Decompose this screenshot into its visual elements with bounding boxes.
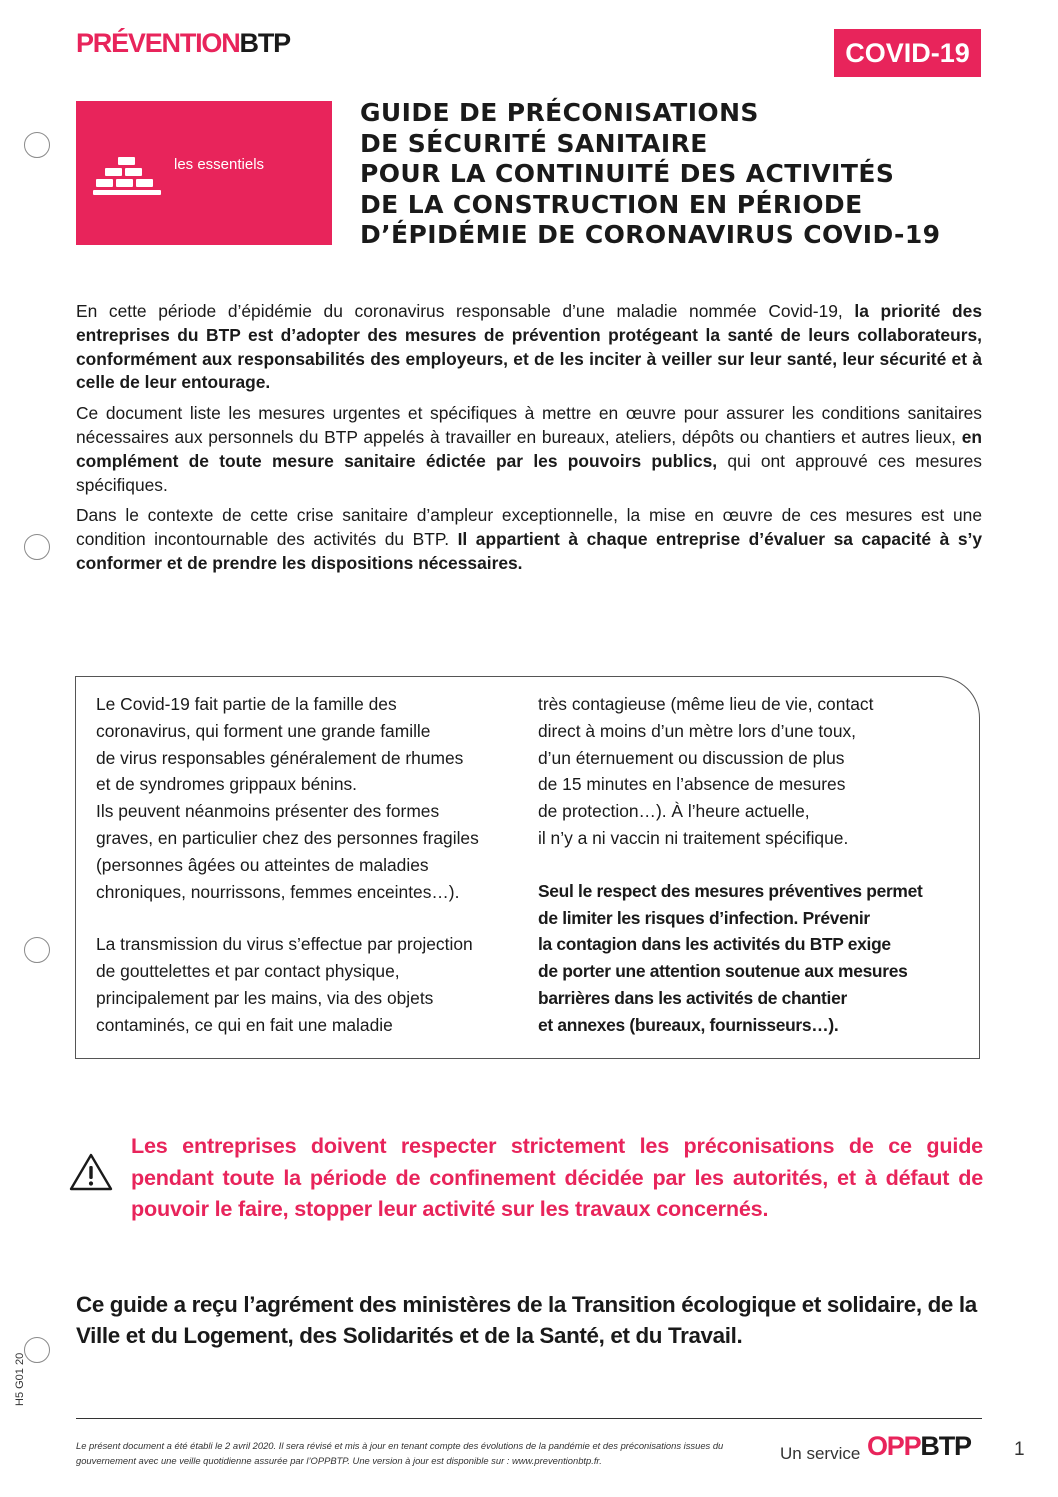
binder-hole xyxy=(24,534,50,560)
oppbtp-logo-part2: BTP xyxy=(920,1431,971,1461)
title-line: GUIDE DE PRÉCONISATIONS xyxy=(360,98,759,127)
intro-p1-text: En cette période d’épidémie du coronavirus responsable d’une maladie nommée Covid-19, xyxy=(76,301,855,321)
binder-hole xyxy=(24,1337,50,1363)
intro-p3-text: Dans le contexte de cette crise sanitaire d’ampleur exceptionnelle, la mise en œuvre de ces mesures est une condition incontournable des activités du BTP. xyxy=(76,505,982,550)
logo-part-prevention: PRÉVENTION xyxy=(76,28,240,58)
info-line: de protection…). À l’heure actuelle, xyxy=(538,801,810,822)
info-line: de 15 minutes en l’absence de mesures xyxy=(538,774,846,795)
logo-part-btp: BTP xyxy=(239,28,290,58)
info-bold-line: et annexes (bureaux, fournisseurs…). xyxy=(538,1014,839,1035)
info-line: (personnes âgées ou atteintes de maladies xyxy=(96,854,429,875)
info-bold-line: Seul le respect des mesures préventives permet xyxy=(538,880,923,901)
document-reference: H5 G01 20 xyxy=(14,1352,26,1406)
guide-title xyxy=(360,98,940,251)
covid-info-box xyxy=(75,676,980,1059)
info-line: coronavirus, qui forment une grande famille xyxy=(96,720,431,741)
oppbtp-logo xyxy=(867,1433,971,1460)
intro-p2-text-end: qui ont approuvé ces mesures spécifiques. xyxy=(76,450,982,495)
info-line: principalement par les mains, via des objets xyxy=(96,987,434,1008)
bricks-icon xyxy=(90,154,162,198)
info-line: de gouttelettes et par contact physique, xyxy=(96,961,400,982)
info-line: Le Covid-19 fait partie de la famille des xyxy=(96,694,397,714)
info-line: La transmission du virus s’effectue par projection xyxy=(96,934,473,955)
warning-text: Les entreprises doivent respecter strictement les préconisations de ce guide pendant toute la période de confinement décidée par les autorités, et à défaut de pouvoir le faire, stopper leur activité sur les travaux concernés. xyxy=(131,1133,983,1221)
intro-paragraph xyxy=(76,300,982,395)
info-bold-line: de porter une attention soutenue aux mesures xyxy=(538,961,908,982)
footer-divider xyxy=(76,1418,982,1419)
title-line: D’ÉPIDÉMIE DE CORONAVIRUS COVID-19 xyxy=(360,220,941,249)
info-bold-line: la contagion dans les activités du BTP exige xyxy=(538,934,891,955)
info-line: et de syndromes grippaux bénins. xyxy=(96,774,358,795)
page-number: 1 xyxy=(1014,1439,1025,1460)
info-line: direct à moins d’un mètre lors d’une toux, xyxy=(538,720,857,741)
binder-hole xyxy=(24,132,50,158)
title-line: DE SÉCURITÉ SANITAIRE xyxy=(360,128,708,158)
info-column-left xyxy=(96,691,536,1039)
info-line: il n’y a ni vaccin ni traitement spécifique. xyxy=(538,827,849,848)
info-line: Ils peuvent néanmoins présenter des formes xyxy=(96,801,440,822)
preventionbtp-logo xyxy=(76,30,290,57)
essentials-box xyxy=(76,101,332,245)
binder-hole xyxy=(24,937,50,963)
info-line: chroniques, nourrissons, femmes enceintes…). xyxy=(96,881,460,902)
title-line: DE LA CONSTRUCTION EN PÉRIODE xyxy=(360,189,863,219)
intro-paragraph xyxy=(76,402,982,497)
warning-icon xyxy=(68,1152,114,1192)
info-line: graves, en particulier chez des personnes fragiles xyxy=(96,827,479,848)
intro-text xyxy=(76,300,982,583)
info-line: contaminés, ce qui en fait une maladie xyxy=(96,1014,393,1035)
service-label: Un service xyxy=(780,1444,861,1463)
intro-paragraph xyxy=(76,504,982,575)
footer-note: Le présent document a été établi le 2 avril 2020. Il sera révisé et mis à jour en tenant compte des évolutions de la pandémie et des préconisations issues du gouvernement avec une veille quotidienne assurée par l’OPPBTP. Une version à jour est disponible sur : www.preventionbtp.fr. xyxy=(76,1440,724,1466)
oppbtp-logo-part1: OPP xyxy=(867,1431,921,1461)
title-line: POUR LA CONTINUITÉ DES ACTIVITÉS xyxy=(360,159,895,188)
intro-p2-text: Ce document liste les mesures urgentes et spécifiques à mettre en œuvre pour assurer les conditions sanitaires nécessaires aux personnels du BTP appelés à travailler en bureaux, ateliers, dépôts ou chantiers et autres lieux, xyxy=(76,403,982,447)
info-line: d’un éternuement ou discussion de plus xyxy=(538,747,845,768)
intro-p3-bold: Il appartient à chaque entreprise d’évaluer sa capacité à s’y conformer et de prendre les dispositions nécessaires. xyxy=(76,529,982,573)
intro-p2-bold: en complément de toute mesure sanitaire édictée par les pouvoirs publics, xyxy=(76,426,982,471)
essentials-label: les essentiels xyxy=(174,156,265,173)
info-line: très contagieuse (même lieu de vie, contact xyxy=(538,694,874,714)
info-bold-line: de limiter les risques d’infection. Prévenir xyxy=(538,907,870,928)
approval-statement: Ce guide a reçu l’agrément des ministères de la Transition écologique et solidaire, de la Ville et du Logement, des Solidarités et de la Santé, et du Travail. xyxy=(76,1292,977,1348)
info-column-right xyxy=(538,691,978,1039)
info-bold-line: barrières dans les activités de chantier xyxy=(538,987,847,1008)
info-line: de virus responsables généralement de rhumes xyxy=(96,747,464,768)
intro-p1-bold: la priorité des entreprises du BTP est d’adopter des mesures de prévention protégeant la santé de leurs collaborateurs, conformément aux responsabilités des employeurs, et de les inciter à veiller sur leur santé, leur sécurité et à celle de leur entourage. xyxy=(76,301,982,393)
covid-badge: COVID-19 xyxy=(834,29,981,77)
